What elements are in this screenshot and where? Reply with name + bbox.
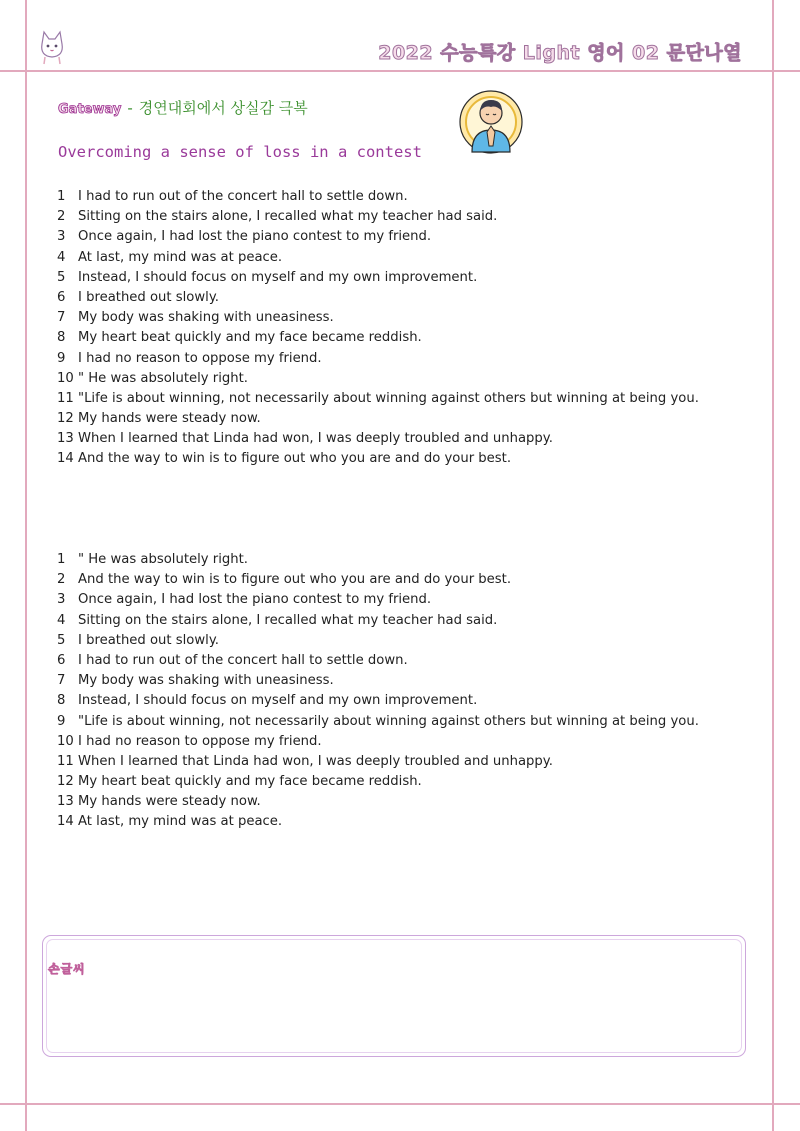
sentence-line [57,550,699,570]
praying-person-icon [458,86,524,158]
sentence-line [57,671,699,691]
sentence-text: I had to run out of the concert hall to settle down. [78,189,408,204]
sentence-text: My heart beat quickly and my face became reddish. [78,774,422,790]
sentence-text: " He was absolutely right. [78,552,248,567]
sentence-text: Instead, I should focus on myself and my own improvement. [78,269,478,285]
sentence-number: 14 [57,451,74,467]
sentence-line [57,328,699,348]
second-sentence-list [57,550,699,833]
sentence-number: 13 [57,794,74,810]
sentence-number: 7 [57,310,66,326]
gateway-dash: - [127,99,133,117]
sentence-text: Once again, I had lost the piano contest to my friend. [78,592,432,608]
sentence-line [57,651,699,671]
sentence-text: Instead, I should focus on myself and my own improvement. [78,693,478,709]
sentence-line [57,349,699,369]
sentence-number: 8 [57,330,66,346]
sentence-number: 5 [57,269,66,285]
sentence-text: My hands were steady now. [78,411,261,427]
sentence-line [57,611,699,631]
sentence-number: 2 [57,209,66,225]
sentence-line [57,288,699,308]
sentence-line [57,187,699,207]
sentence-text: My body was shaking with uneasiness. [78,673,334,689]
sentence-text: "Life is about winning, not necessarily about winning against others but winning at being you. [78,390,699,406]
sentence-line [57,691,699,711]
sentence-number: 6 [57,289,66,305]
sentence-number: 3 [57,229,66,245]
sentence-line [57,752,699,772]
sentence-number: 4 [57,612,66,628]
sentence-line [57,631,699,651]
sentence-line [57,389,699,409]
notes-box [42,935,746,1057]
sentence-number: 12 [57,411,74,427]
sentence-line [57,409,699,429]
sentence-number: 11 [57,753,74,769]
sentence-text: And the way to win is to figure out who you are and do your best. [78,451,512,467]
cat-icon [36,26,68,66]
sentence-text: I had no reason to oppose my friend. [78,350,322,366]
sentence-number: 11 [57,390,74,406]
sentence-text: I had no reason to oppose my friend. [78,733,322,749]
gateway-heading [58,97,308,118]
sentence-text: At last, my mind was at peace. [78,249,283,265]
sentence-text: " He was absolutely right. [78,370,248,386]
sentence-text: At last, my mind was at peace. [78,814,283,830]
sentence-line [57,772,699,792]
sentence-text: When I learned that Linda had won, I was deeply troubled and unhappy. [78,431,553,447]
frame-line-bottom [0,1103,800,1105]
sentence-number: 4 [57,249,66,265]
sentence-line [57,570,699,590]
sentence-text: I breathed out slowly. [78,289,219,305]
gateway-korean-title: 경연대회에서 상실감 극복 [138,99,308,117]
sentence-line [57,812,699,832]
sentence-text: Once again, I had lost the piano contest to my friend. [78,229,432,245]
sentence-line [57,227,699,247]
sentence-number: 13 [57,431,74,447]
frame-line-top [0,70,800,72]
frame-line-right [772,0,774,1131]
sentence-number: 9 [57,713,66,729]
sentence-number: 1 [57,552,66,567]
sentence-line [57,369,699,389]
sentence-number: 12 [57,774,74,790]
gateway-tag: Gateway [58,102,122,117]
header-title: 2022 수능특강 Light 영어 02 문단나열 [378,42,742,64]
passage-subtitle: Overcoming a sense of loss in a contest [58,143,422,161]
sentence-line [57,792,699,812]
sentence-line [57,590,699,610]
sentence-number: 8 [57,693,66,709]
sentence-line [57,268,699,288]
first-sentence-list [57,187,699,470]
sentence-text: Sitting on the stairs alone, I recalled what my teacher had said. [78,612,498,628]
sentence-line [57,308,699,328]
sentence-text: My body was shaking with uneasiness. [78,310,334,326]
notes-label: 손글씨 [48,962,86,976]
sentence-text: And the way to win is to figure out who you are and do your best. [78,572,512,588]
sentence-text: I breathed out slowly. [78,632,219,648]
sentence-text: "Life is about winning, not necessarily about winning against others but winning at being you. [78,713,699,729]
sentence-line [57,207,699,227]
sentence-text: My heart beat quickly and my face became reddish. [78,330,422,346]
sentence-number: 10 [57,733,74,749]
sentence-number: 14 [57,814,74,830]
sentence-line [57,248,699,268]
sentence-line [57,732,699,752]
sentence-line [57,449,699,469]
sentence-number: 1 [57,189,66,204]
sentence-number: 9 [57,350,66,366]
sentence-text: Sitting on the stairs alone, I recalled what my teacher had said. [78,209,498,225]
sentence-number: 5 [57,632,66,648]
frame-line-left [25,0,27,1131]
sentence-line [57,429,699,449]
sentence-number: 6 [57,652,66,668]
sentence-text: When I learned that Linda had won, I was deeply troubled and unhappy. [78,753,553,769]
sentence-text: My hands were steady now. [78,794,261,810]
sentence-number: 2 [57,572,66,588]
sentence-number: 3 [57,592,66,608]
sentence-number: 10 [57,370,74,386]
sentence-line [57,712,699,732]
sentence-number: 7 [57,673,66,689]
sentence-text: I had to run out of the concert hall to settle down. [78,652,408,668]
